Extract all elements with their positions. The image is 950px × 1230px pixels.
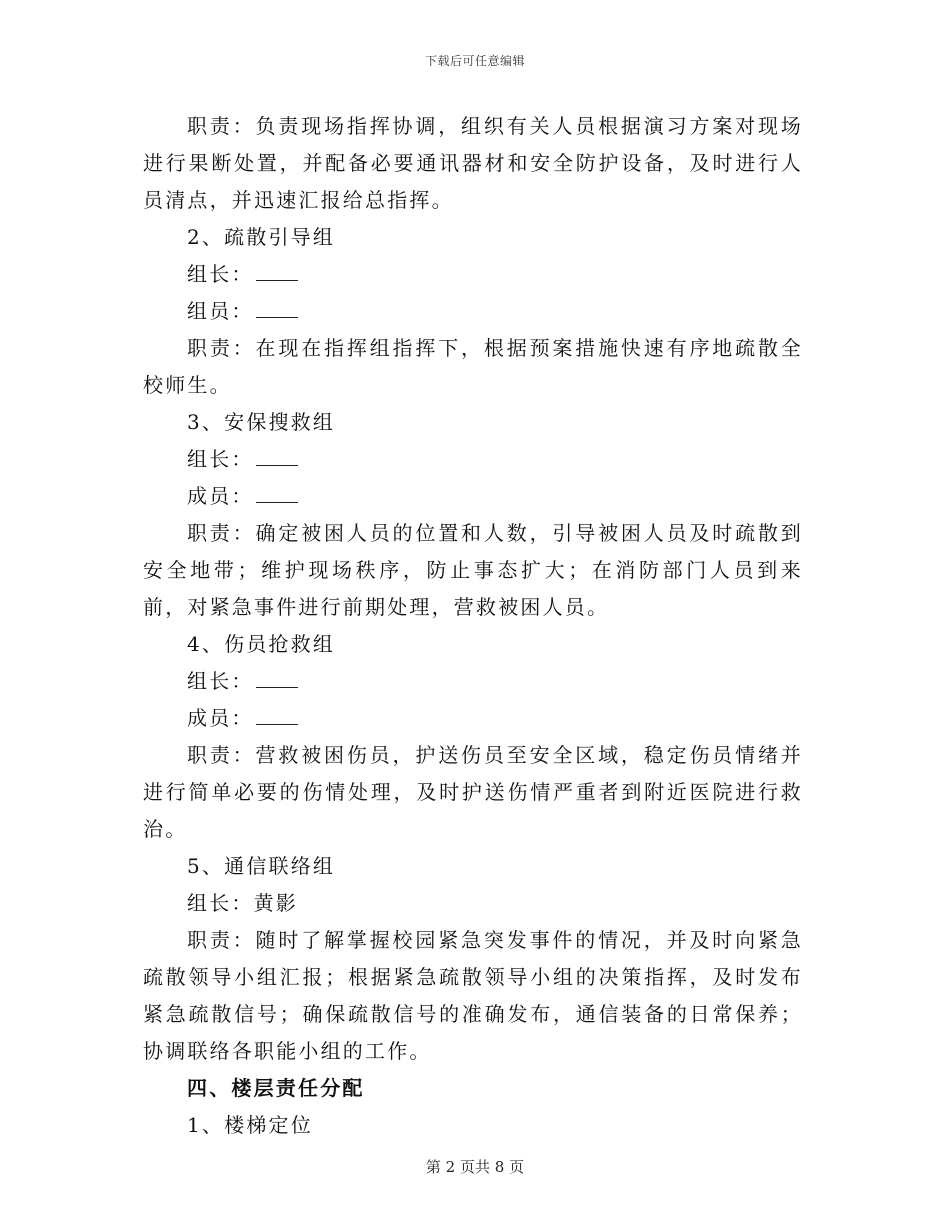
leader-label: 组长： [187, 669, 254, 693]
blank-line [256, 667, 298, 688]
leader-line-communication: 组长：黄影 [187, 891, 298, 915]
member-line-security [143, 478, 803, 515]
section-heading-floor-responsibility: 四、楼层责任分配 [187, 1076, 365, 1100]
member-line-rescue [143, 700, 803, 737]
page-footer: 第 2 页共 8 页 [425, 1158, 525, 1176]
member-label: 成员： [187, 484, 254, 508]
leader-label: 组长： [187, 262, 254, 286]
section-heading-communication-group: 5、通信联络组 [187, 854, 336, 878]
duty-paragraph-command: 职责：负责现场指挥协调，组织有关人员根据演习方案对现场进行果断处置，并配备必要通讯器材和安全防护设备，及时进行人员清点，并迅速汇报给总指挥。 [143, 114, 803, 212]
blank-line [256, 445, 298, 466]
duty-paragraph-security: 职责：确定被困人员的位置和人数，引导被困人员及时疏散到安全地带；维护现场秩序，防止事态扩大；在消防部门人员到来前，对紧急事件进行前期处理，营救被困人员。 [143, 521, 803, 619]
member-line-evacuation [143, 293, 803, 330]
duty-paragraph-evacuation: 职责：在现在指挥组指挥下，根据预案措施快速有序地疏散全校师生。 [143, 336, 803, 397]
member-label: 成员： [187, 706, 254, 730]
leader-label: 组长： [187, 447, 254, 471]
leader-line-rescue [143, 663, 803, 700]
page-header: 下载后可任意编辑 [424, 54, 525, 68]
duty-paragraph-rescue: 职责：营救被困伤员，护送伤员至安全区域，稳定伤员情绪并进行简单必要的伤情处理，及时护送伤情严重者到附近医院进行救治。 [143, 743, 803, 841]
blank-line [256, 260, 298, 281]
subheading-stair-positioning: 1、楼梯定位 [187, 1113, 313, 1137]
document-body [143, 108, 803, 1144]
member-label: 组员： [187, 299, 254, 323]
section-heading-evacuation-group: 2、疏散引导组 [187, 225, 336, 249]
leader-line-evacuation [143, 256, 803, 293]
blank-line [256, 297, 298, 318]
section-heading-rescue-group: 4、伤员抢救组 [187, 632, 336, 656]
leader-line-security [143, 441, 803, 478]
blank-line [256, 482, 298, 503]
section-heading-security-group: 3、安保搜救组 [187, 410, 336, 434]
duty-paragraph-communication: 职责：随时了解掌握校园紧急突发事件的情况，并及时向紧急疏散领导小组汇报；根据紧急疏散领导小组的决策指挥，及时发布紧急疏散信号；确保疏散信号的准确发布，通信装备的日常保养；协调联络各职能小组的工作。 [143, 928, 803, 1063]
blank-line [256, 704, 298, 725]
